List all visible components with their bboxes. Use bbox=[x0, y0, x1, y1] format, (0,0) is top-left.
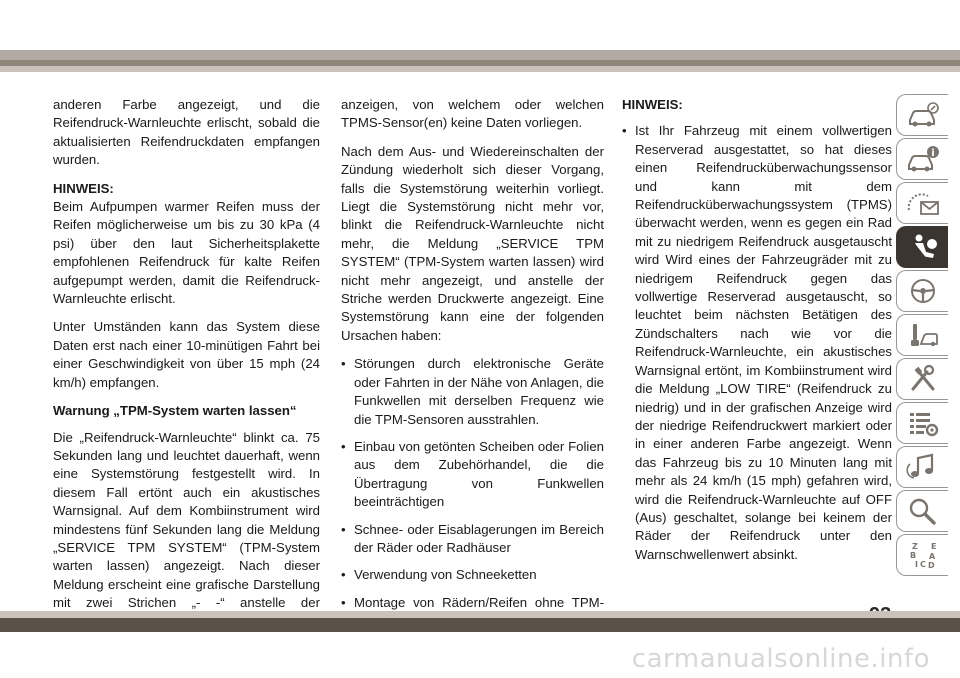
tab-steering-wheel[interactable] bbox=[896, 270, 948, 312]
header-stripe-light bbox=[0, 50, 960, 60]
paragraph: Nach dem Aus- und Wiedereinschalten der Zündung wiederholt sich dieser Vorgang, falls die Systemstörung weiterhin vorliegt. Liegt die Systemstörung nicht mehr vor, blinkt die Reifendruck-Warnleuchte nicht mehr, die Meldung „SERVICE TPM SYSTEM“ (TPM-System warten lassen) wird nicht mehr angezeigt, und anstelle der Striche werden Druckwerte angezeigt. Eine Systemstörung kann eine der folgenden Ursachen haben: bbox=[341, 143, 604, 343]
tab-airbag-seatbelt[interactable] bbox=[896, 226, 948, 268]
magnifier-icon bbox=[906, 496, 940, 526]
chapter-tabs bbox=[896, 94, 948, 578]
header-band bbox=[0, 0, 960, 54]
tab-car-jack[interactable] bbox=[896, 314, 948, 356]
text-column-left bbox=[53, 96, 320, 641]
index-letter: A bbox=[928, 552, 935, 561]
note-list bbox=[622, 122, 892, 564]
text-column-right bbox=[622, 96, 892, 573]
footer-stripe-dark bbox=[0, 618, 960, 632]
index-letter: Z bbox=[911, 542, 918, 551]
paragraph: Beim Aufpumpen warmer Reifen muss der Reifen möglicherweise um bis zu 30 kPa (4 psi) über den laut Sicherheitsplakette empfohlenen Reifendruck für kalte Reifen aufgepumpt werden, damit die Reifendruck-Warnleuchte erlischt. bbox=[53, 199, 320, 307]
car-info-icon bbox=[906, 100, 940, 130]
tab-wrench-screwdriver[interactable] bbox=[896, 358, 948, 400]
paragraph: Die „Reifendruck-Warnleuchte“ blinkt ca. 75 Sekunden lang und leuchtet dauerhaft, wenn eine Systemstörung festgestellt wird. In diesem Fall ertönt auch ein akustisches Warnsignal. Auf dem Kombiinstrument wird mindestens fünf Sekunden lang die Meldung „SERVICE TPM SYSTEM“ (TPM-System warten lassen) angezeigt. Nach dieser Meldung erscheint eine grafische Darstellung mit zwei Strichen „- -“ anstelle der bbox=[53, 429, 320, 611]
tab-car-info[interactable] bbox=[896, 94, 948, 136]
svg-text:i: i bbox=[930, 148, 935, 159]
list-item: • Verwendung von Schneeketten bbox=[341, 566, 604, 584]
checklist-icon bbox=[906, 408, 940, 438]
note-heading: HINWEIS: bbox=[622, 97, 683, 112]
car-jack-icon bbox=[906, 320, 940, 350]
section-subheading: Warnung „TPM-System warten lassen“ bbox=[53, 403, 297, 419]
paragraph: anderen Farbe angezeigt, und die Reifendruck-Warnleuchte erlischt, sobald die aktualisierten Reifendruckdaten empfangen wurden. bbox=[53, 97, 320, 168]
index-letter: D bbox=[927, 561, 935, 570]
cause-list bbox=[341, 355, 604, 630]
index-letter: E bbox=[930, 542, 936, 551]
tab-dashboard-message[interactable] bbox=[896, 182, 948, 224]
list-item: • Einbau von getönten Scheiben oder Folien aus dem Zubehörhandel, die die Übertragung von Funkwellen beeinträchtigen bbox=[341, 438, 604, 512]
header-stripe-pale bbox=[0, 66, 960, 72]
paragraph: Unter Umständen kann das System diese Daten erst nach einer 10-minütigen Fahrt bei einer Geschwindigkeit von über 15 mph (24 km/h) empfangen. bbox=[53, 319, 320, 390]
steering-wheel-icon bbox=[906, 276, 940, 306]
index-letter: I bbox=[914, 560, 918, 569]
dashboard-message-icon bbox=[906, 188, 940, 218]
alphabet-index-icon bbox=[906, 540, 940, 570]
note-heading: HINWEIS: bbox=[53, 180, 114, 196]
index-letter: C bbox=[919, 560, 926, 569]
tab-alphabet-index[interactable] bbox=[896, 534, 948, 576]
index-letter: B bbox=[909, 551, 916, 560]
watermark: carmanualsonline.info bbox=[631, 644, 930, 674]
music-note-icon bbox=[906, 452, 940, 482]
list-item: • Ist Ihr Fahrzeug mit einem vollwertigen Reserverad ausgestattet, so hat dieses einen Reifendrucküberwachungssensor und kann mit dem Reifendrucküberwachungssystem (TPMS) überwacht werden, wenn es gegen ein Rad mit zu niedrigem Reifendruck ausgetauscht wird Wird eines der Fahrzeugräder mit zu niedrigem Reifendruck gegen das vollwertige Reserverad ausgetauscht, so leuchtet beim nächsten Betätigen des Zündschalters nach wie vor die Reifendruck-Warnleuchte, ein akustisches Warnsignal ertönt, im Kombiinstrument wird die Meldung „LOW TIRE“ (Reifendruck zu niedrig) und in der grafischen Anzeige wird der niedrige Reifendruckwert markiert oder in einer anderen Farbe angezeigt. Wenn das Fahrzeug bis zu 10 Minuten lang mit mehr als 24 km/h (15 mph) gefahren wird, wird die Reifendruck-Warnleuchte auf OFF (Aus) geschaltet, solange bei keinem der Räder der Reifendruck unter den Warnschwellenwert absinkt. bbox=[622, 122, 892, 564]
list-item: • Störungen durch elektronische Geräte oder Fahrten in der Nähe von Anlagen, die Funkwellen mit derselben Frequenz wie die TPM-Sensoren ausstrahlen. bbox=[341, 355, 604, 429]
footer-stripe-light bbox=[0, 611, 960, 618]
tab-music-note[interactable] bbox=[896, 446, 948, 488]
tab-car-warning[interactable] bbox=[896, 138, 948, 180]
paragraph: anzeigen, von welchem oder welchen TPMS-Sensor(en) keine Daten vorliegen. bbox=[341, 97, 604, 131]
text-column-middle bbox=[341, 96, 604, 640]
airbag-seatbelt-icon bbox=[906, 232, 940, 262]
list-item: • Schnee- oder Eisablagerungen im Bereich der Räder oder Radhäuser bbox=[341, 521, 604, 558]
wrench-screwdriver-icon bbox=[906, 364, 940, 394]
list-item: • Montage von Rädern/Reifen ohne TPM- bbox=[341, 594, 604, 631]
tab-checklist[interactable] bbox=[896, 402, 948, 444]
tab-magnifier[interactable] bbox=[896, 490, 948, 532]
car-warning-icon bbox=[906, 144, 940, 174]
